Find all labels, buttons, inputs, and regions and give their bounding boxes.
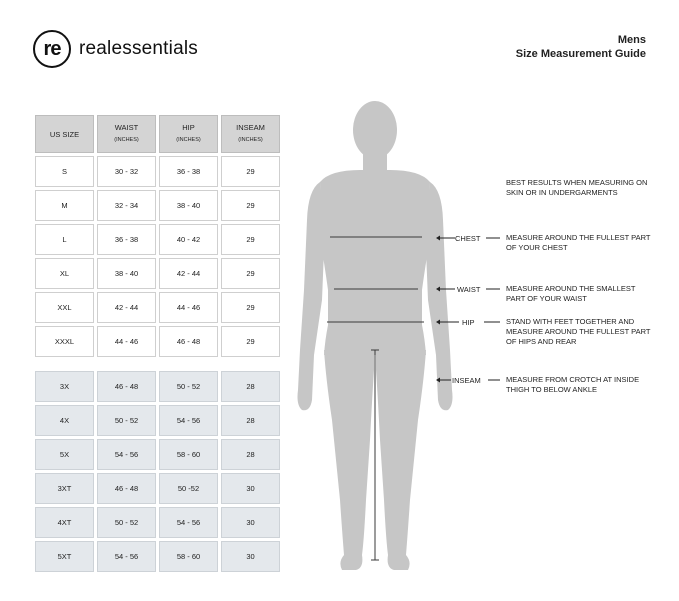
waist-cell: 42 - 44 [97,292,156,323]
gap-cell [221,360,280,368]
size-table [32,112,283,575]
waist-cell: 38 - 40 [97,258,156,289]
table-row [35,326,280,357]
inseam-cell: 29 [221,156,280,187]
table-row [35,541,280,572]
waist-cell: 36 - 38 [97,224,156,255]
waist-cell: 54 - 56 [97,541,156,572]
waist-cell: 46 - 48 [97,371,156,402]
table-row [35,473,280,504]
waist-cell: 50 - 52 [97,405,156,436]
hip-cell: 36 - 38 [159,156,218,187]
hip-cell: 54 - 56 [159,405,218,436]
logo-mark: re [33,30,71,68]
chest-line [486,234,500,242]
size-cell: XXXL [35,326,94,357]
table-row [35,190,280,221]
size-cell: 5XT [35,541,94,572]
hip-cell: 40 - 42 [159,224,218,255]
hip-cell: 42 - 44 [159,258,218,289]
header-hip: HIP (INCHES) [159,115,218,153]
gap-cell [159,360,218,368]
table-row [35,439,280,470]
hip-cell: 50 - 52 [159,371,218,402]
brand-name: realessentials [79,38,198,59]
table-row [35,156,280,187]
table-header-row [35,115,280,153]
header-inseam: INSEAM (INCHES) [221,115,280,153]
inseam-note: MEASURE FROM CROTCH AT INSIDE THIGH TO BELOW ANKLE [506,375,640,394]
hip-cell: 44 - 46 [159,292,218,323]
inseam-cell: 30 [221,473,280,504]
hip-cell: 58 - 60 [159,541,218,572]
size-cell: 3X [35,371,94,402]
table-row [35,507,280,538]
best-results-note: BEST RESULTS WHEN MEASURING ON SKIN OR IN UNDERGARMENTS [506,178,648,197]
guide-line-2: Size Measurement Guide [515,48,646,60]
size-cell: M [35,190,94,221]
chest-arrow [436,234,456,242]
guide-line-1: Mens [617,34,646,46]
inseam-line [488,376,500,384]
size-cell: 4XT [35,507,94,538]
size-cell: 3XT [35,473,94,504]
waist-cell: 54 - 56 [97,439,156,470]
header-size: US SIZE [35,115,94,153]
waist-label: WAIST [457,285,481,294]
inseam-cell: 28 [221,405,280,436]
header-waist: WAIST (INCHES) [97,115,156,153]
gap-cell [97,360,156,368]
waist-line [486,285,500,293]
chest-note: MEASURE AROUND THE FULLEST PART OF YOUR CHEST [506,233,651,252]
table-row [35,405,280,436]
size-cell: 5X [35,439,94,470]
size-cell: 4X [35,405,94,436]
waist-cell: 50 - 52 [97,507,156,538]
gap-cell [35,360,94,368]
table-row [35,224,280,255]
size-cell: XXL [35,292,94,323]
table-row [35,258,280,289]
waist-cell: 44 - 46 [97,326,156,357]
table-row [35,371,280,402]
hip-line [484,318,500,326]
inseam-cell: 29 [221,190,280,221]
inseam-cell: 30 [221,507,280,538]
hip-note: STAND WITH FEET TOGETHER AND MEASURE AROUND THE FULLEST PART OF HIPS AND REAR [506,317,651,346]
hip-cell: 54 - 56 [159,507,218,538]
waist-cell: 46 - 48 [97,473,156,504]
waist-cell: 30 - 32 [97,156,156,187]
inseam-cell: 28 [221,439,280,470]
guide-title [516,33,646,61]
chest-label: CHEST [455,234,481,243]
size-cell: S [35,156,94,187]
hip-cell: 38 - 40 [159,190,218,221]
inseam-cell: 30 [221,541,280,572]
inseam-cell: 29 [221,224,280,255]
hip-cell: 50 -52 [159,473,218,504]
size-cell: XL [35,258,94,289]
hip-cell: 46 - 48 [159,326,218,357]
size-cell: L [35,224,94,255]
waist-arrow [436,285,456,293]
table-row [35,292,280,323]
waist-cell: 32 - 34 [97,190,156,221]
inseam-cell: 28 [221,371,280,402]
inseam-cell: 29 [221,326,280,357]
inseam-arrow [436,376,452,384]
inseam-cell: 29 [221,258,280,289]
hip-label: HIP [462,318,475,327]
hip-arrow [436,318,460,326]
hip-cell: 58 - 60 [159,439,218,470]
waist-note: MEASURE AROUND THE SMALLEST PART OF YOUR WAIST [506,284,636,303]
inseam-label: INSEAM [452,376,481,385]
inseam-cell: 29 [221,292,280,323]
body-figure [290,100,460,580]
brand-logo [33,30,198,68]
table-section-gap [35,360,280,368]
